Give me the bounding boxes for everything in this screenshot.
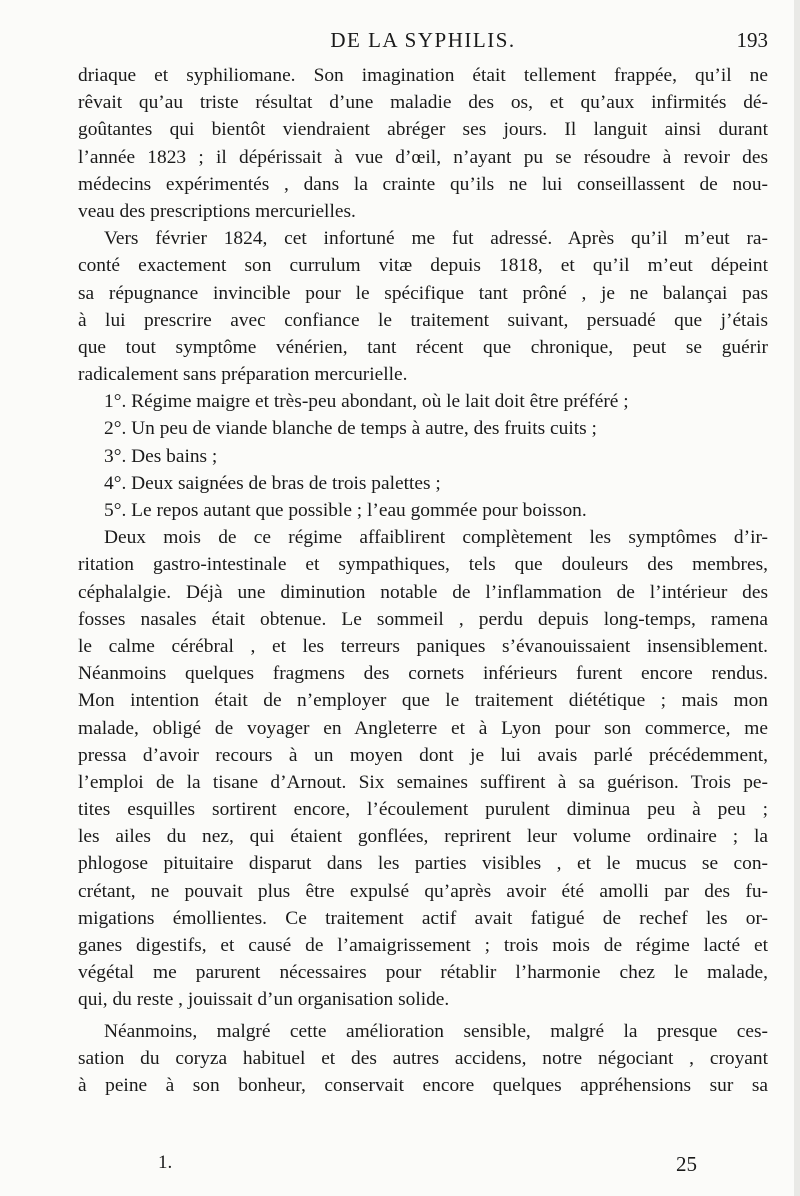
text-line: à peine à son bonheur, conservait encore quelques appréhensions sur sa — [78, 1074, 768, 1096]
page-edge-shadow — [794, 0, 800, 1196]
text-line: conté exactement son currulum vitæ depuis 1818, et qu’il m’eut dépeint — [78, 255, 768, 277]
text-line: Mon intention était de n’employer que le traitement diététique ; mais mon — [78, 690, 768, 712]
paragraph-2 — [78, 225, 768, 388]
text-line: ganes digestifs, et causé de l’amaigrissement ; trois mois de régime lacté et — [78, 935, 768, 956]
text-line: végétal me parurent nécessaires pour rétablir l’harmonie chez le malade, — [78, 962, 768, 984]
list-item: 2°. Un peu de viande blanche de temps à autre, des fruits cuits ; — [104, 418, 597, 440]
list-item: 5°. Le repos autant que possible ; l’eau gommée pour boisson. — [104, 500, 587, 521]
running-title: DE LA SYPHILIS. — [330, 28, 516, 52]
text-line: crétant, ne pouvait plus être expulsé qu’après avoir été amolli par des fu- — [78, 880, 768, 902]
text-line: Vers février 1824, cet infortuné me fut adressé. Après qu’il m’eut ra- — [104, 228, 768, 250]
page-header — [78, 26, 768, 56]
text-line: sa répugnance invincible pour le spécifique tant prôné , je ne balançai pas — [78, 282, 768, 304]
text-line: Néanmoins quelques fragmens des cornets inférieurs furent encore rendus. — [78, 663, 768, 685]
text-line: tites esquilles sortirent encore, l’écoulement purulent diminua peu à peu ; — [78, 799, 768, 821]
signature-mark: 1. — [158, 1152, 173, 1173]
text-line: migations émollientes. Ce traitement actif avait fatigué de rechef les or- — [78, 907, 768, 929]
sheet-number: 25 — [676, 1152, 697, 1176]
text-line: l’année 1823 ; il dépérissait à vue d’œil, n’ayant pu se résoudre à revoir des — [78, 146, 768, 168]
treatment-list — [78, 388, 768, 524]
page-body — [78, 62, 768, 1099]
text-line: driaque et syphiliomane. Son imagination était tellement frappée, qu’il ne — [78, 65, 768, 86]
text-line: goûtantes qui bientôt viendraient abréger ses jours. Il languit ainsi durant — [78, 119, 768, 141]
list-item: 1°. Régime maigre et très-peu abondant, où le lait doit être préféré ; — [104, 391, 629, 413]
text-line: malade, obligé de voyager en Angleterre et à Lyon pour son commerce, me — [78, 717, 768, 739]
text-line: radicalement sans préparation mercurielle. — [78, 364, 408, 386]
text-line: veau des prescriptions mercurielles. — [78, 200, 356, 222]
text-line: à lui prescrire avec confiance le traitement suivant, persuadé que j’étais — [78, 309, 768, 331]
text-line: fosses nasales était obtenue. Le sommeil , perdu depuis long-temps, ramena — [78, 608, 768, 630]
text-line: pressa d’avoir recours à un moyen dont je lui avais parlé précédemment, — [78, 744, 768, 766]
text-line: médecins expérimentés , dans la crainte qu’ils ne lui conseillassent de nou- — [78, 173, 768, 195]
text-line: Néanmoins, malgré cette amélioration sensible, malgré la presque ces- — [104, 1020, 768, 1042]
text-line: céphalalgie. Déjà une diminution notable de l’inflammation de l’intérieur des — [78, 581, 768, 603]
text-line: Deux mois de ce régime affaiblirent complètement les symptômes d’ir- — [104, 527, 768, 549]
list-item: 3°. Des bains ; — [104, 445, 218, 467]
text-line: le calme cérébral , et les terreurs paniques s’évanouissaient insensiblement. — [78, 635, 768, 657]
text-line: ritation gastro-intestinale et sympathiques, tels que douleurs des membres, — [78, 554, 768, 576]
text-line: qui, du reste , jouissait d’un organisation solide. — [78, 989, 450, 1011]
text-line: phlogose pituitaire disparut dans les parties visibles , et le mucus se con- — [78, 853, 768, 875]
text-line: les ailes du nez, qui étaient gonflées, reprirent leur volume ordinaire ; la — [78, 826, 768, 848]
text-line: rêvait qu’au triste résultat d’une maladie des os, et qu’aux infirmités dé- — [78, 92, 768, 114]
paragraph-4 — [78, 1018, 768, 1100]
paragraph-3 — [78, 524, 768, 1013]
text-line: sation du coryza habituel et des autres accidens, notre négociant , croyant — [78, 1047, 768, 1069]
text-line: que tout symptôme vénérien, tant récent que chronique, peut se guérir — [78, 336, 768, 358]
paragraph-1 — [78, 62, 768, 225]
page-number: 193 — [736, 28, 768, 52]
list-item: 4°. Deux saignées de bras de trois palettes ; — [104, 472, 441, 494]
page-footer — [78, 1152, 768, 1182]
text-line: l’emploi de la tisane d’Arnout. Six semaines suffirent à sa guérison. Trois pe- — [78, 771, 768, 793]
